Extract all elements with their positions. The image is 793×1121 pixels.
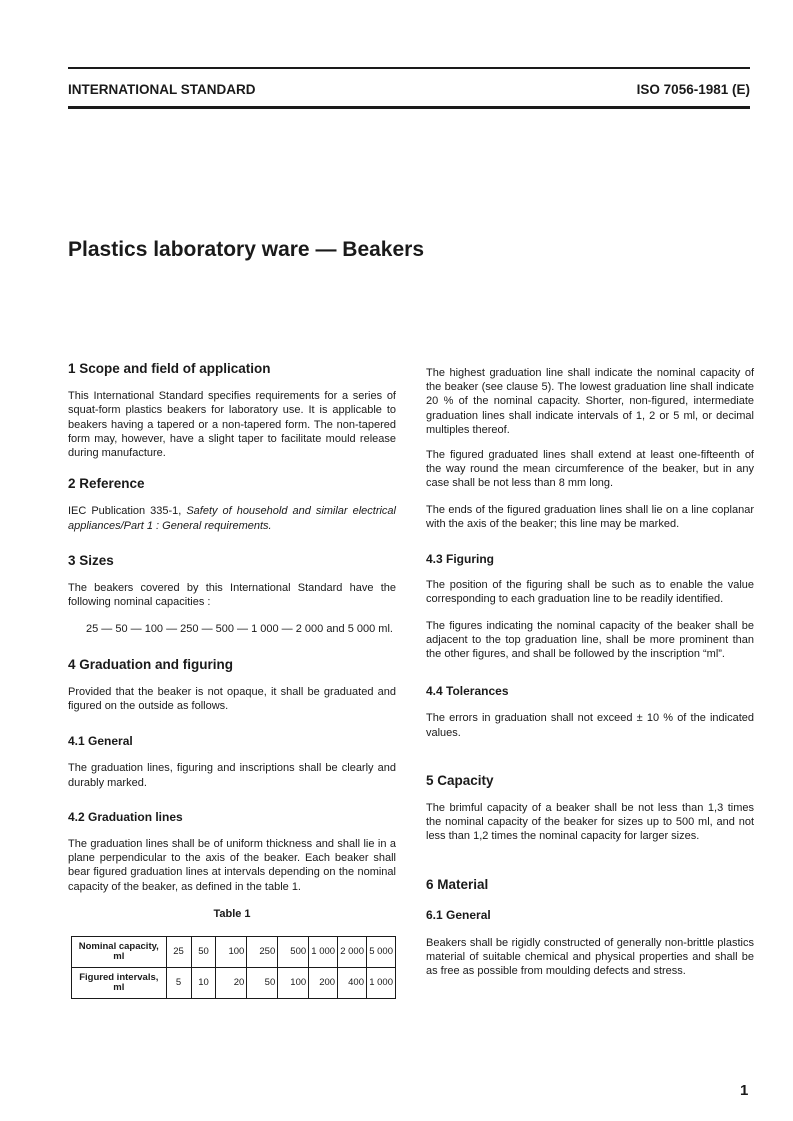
left-column (68, 362, 396, 999)
section-3-heading: 3 Sizes (68, 552, 114, 568)
section-4-heading: 4 Graduation and figuring (68, 656, 233, 672)
table-cell: 200 (309, 968, 338, 999)
table-cell: 50 (191, 937, 216, 968)
section-2-heading: 2 Reference (68, 476, 145, 492)
section-1-text: This International Standard specifies requirements for a series of squat-form plastics beakers for laboratory use. It is applicable to beakers having a tapered or a non-tapered form. The non-tapered form may, however, have a slight taper to facilitate mould release during manufacture. (68, 390, 396, 460)
table-cell: 250 (247, 937, 278, 968)
table-cell: 25 (166, 937, 191, 968)
table-cell: 5 (166, 968, 191, 999)
section-4-3-text-1: The position of the figuring shall be such as to enable the value corresponding to each graduation line to be readily identified. (426, 579, 754, 606)
section-4-3-heading: 4.3 Figuring (426, 552, 495, 567)
table-cell: 10 (191, 968, 216, 999)
header-left: INTERNATIONAL STANDARD (68, 82, 256, 97)
table-cell: 20 (216, 968, 247, 999)
table-1-caption: Table 1 (213, 907, 251, 920)
graduation-extent-text: The figured graduated lines shall extend at least one-fifteenth of the way round the mean circumference of the beaker, but in any case shall be not less than 8 mm long. (426, 449, 754, 490)
section-4-4-text: The errors in graduation shall not exceed ± 10 % of the indicated values. (426, 712, 754, 739)
graduation-ends-text: The ends of the figured graduation lines shall lie on a line coplanar with the axis of the beaker; this line may be marked. (426, 503, 754, 530)
table-1 (71, 936, 396, 999)
section-4-1-heading: 4.1 General (68, 734, 133, 749)
section-5-text: The brimful capacity of a beaker shall be not less than 1,3 times the nominal capacity of the beaker for sizes up to 500 ml, and not less than 1,2 times the nominal capacity for larger sizes. (426, 802, 754, 843)
section-2-text-prefix: IEC Publication 335-1, (68, 505, 187, 518)
table-cell: 5 000 (367, 937, 396, 968)
section-3-capacities-list: 25 — 50 — 100 — 250 — 500 — 1 000 — 2 000 and 5 000 ml. (86, 623, 393, 636)
section-4-4-heading: 4.4 Tolerances (426, 684, 509, 699)
table-cell: 1 000 (309, 937, 338, 968)
header-top-rule (68, 67, 750, 69)
table-cell: 500 (278, 937, 309, 968)
header-bottom-rule (68, 106, 750, 109)
table-row (72, 937, 396, 968)
section-2-text (68, 504, 396, 532)
graduation-highest-line-text: The highest graduation line shall indicate the nominal capacity of the beaker (see clause 5). The lowest graduation line shall indicate 20 % of the nominal capacity. Shorter, non-figured, intermediate graduation lines shall indicate intervals of 1, 2 or 5 ml, or decimal multiples thereof. (426, 367, 754, 436)
document-title: Plastics laboratory ware — Beakers (68, 238, 425, 261)
header-standard-number: ISO 7056-1981 (E) (636, 82, 750, 97)
page-number: 1 (740, 1082, 749, 1099)
section-4-text: Provided that the beaker is not opaque, it shall be graduated and figured on the outside as follows. (68, 685, 396, 713)
section-4-2-text: The graduation lines shall be of uniform thickness and shall lie in a plane perpendicular to the axis of the beaker. Each beaker shall bear figured graduation lines at intervals depending on the nominal capacity of the beaker, as defined in the table 1. (68, 838, 396, 893)
table-cell: 100 (278, 968, 309, 999)
section-6-heading: 6 Material (426, 876, 489, 892)
table-row-header: Figured intervals, ml (72, 968, 167, 999)
table-cell: 2 000 (338, 937, 367, 968)
section-1-heading: 1 Scope and field of application (68, 361, 271, 376)
section-3-text: The beakers covered by this International Standard have the following nominal capacities : (68, 582, 396, 609)
right-column (426, 366, 754, 979)
page-header (68, 82, 750, 97)
section-5-heading: 5 Capacity (426, 772, 494, 788)
section-4-2-heading: 4.2 Graduation lines (68, 809, 183, 824)
table-cell: 100 (216, 937, 247, 968)
table-cell: 50 (247, 968, 278, 999)
section-4-3-text-2: The figures indicating the nominal capacity of the beaker shall be adjacent to the top graduation line, shall be more prominent than the other figures, and shall be followed by the inscription “ml”. (426, 619, 754, 661)
section-6-1-text: Beakers shall be rigidly constructed of generally non-brittle plastics material of suitable chemical and physical properties and shall be as free as possible from moulding defects and stress. (426, 937, 754, 978)
table-row (72, 968, 396, 999)
section-4-1-text: The graduation lines, figuring and inscriptions shall be clearly and durably marked. (68, 762, 396, 789)
section-6-1-heading: 6.1 General (426, 907, 491, 922)
table-cell: 400 (338, 968, 367, 999)
table-cell: 1 000 (367, 968, 396, 999)
table-row-header: Nominal capacity, ml (72, 937, 167, 968)
section-2-text-italic: Safety of household and similar electrical appliances/Part 1 : General requirements. (68, 505, 396, 532)
